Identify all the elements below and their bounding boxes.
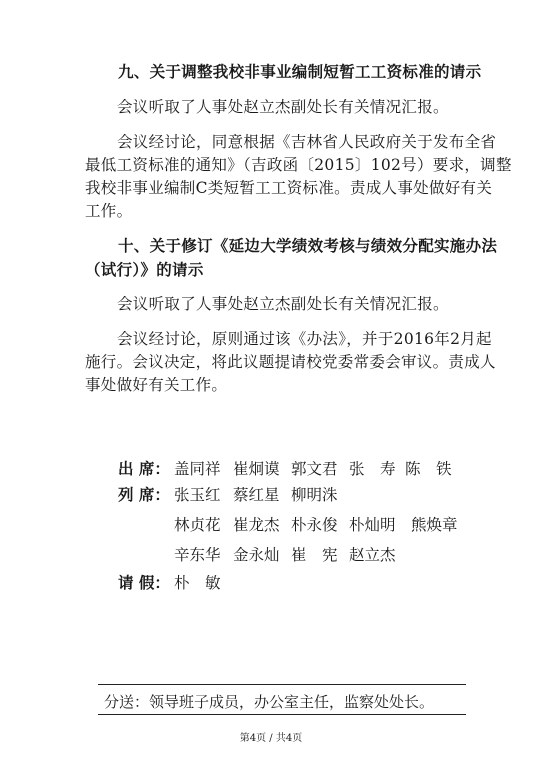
section-10-heading-line-1: 十、关于修订《延边大学绩效考核与绩效分配实施办法 <box>118 236 498 255</box>
attending-name: 朴永俊 <box>291 516 338 534</box>
present-label: 出 席： <box>118 459 170 478</box>
distribution-bottom-rule <box>98 714 466 715</box>
attending-name: 崔龙杰 <box>233 516 280 534</box>
attending-name: 熊焕章 <box>411 516 458 534</box>
attending-name: 蔡红星 <box>233 486 280 504</box>
section-10-paragraph-2-line-3: 事处做好有关工作。 <box>85 376 228 394</box>
attending-name: 柳明洙 <box>291 486 338 504</box>
present-name: 郭文君 <box>291 460 338 478</box>
section-10-paragraph-2-line-2: 施行。会议决定，将此议题提请校党委常委会审议。责成人 <box>85 353 496 371</box>
leave-name: 朴 敏 <box>174 574 221 592</box>
attending-name: 朴灿明 <box>349 516 396 534</box>
section-9-paragraph-1: 会议听取了人事处赵立杰副处长有关情况汇报。 <box>117 98 449 116</box>
attending-name: 崔 宪 <box>291 546 338 564</box>
section-10-paragraph-1: 会议听取了人事处赵立杰副处长有关情况汇报。 <box>117 295 449 313</box>
attending-label: 列 席： <box>118 485 170 504</box>
section-9-paragraph-2-line-2: 最低工资标准的通知》（吉政函〔2015〕102号）要求，调整 <box>85 156 512 174</box>
attending-name: 张玉红 <box>174 486 221 504</box>
page-number: 第4页 / 共4页 <box>239 733 303 744</box>
attending-name: 金永灿 <box>233 546 280 564</box>
attending-name: 赵立杰 <box>349 546 396 564</box>
distribution-top-rule <box>98 684 466 685</box>
attending-name: 辛东华 <box>174 546 221 564</box>
present-name: 崔炯谟 <box>233 460 280 478</box>
distribution-line: 分送：领导班子成员，办公室主任，监察处处长。 <box>104 693 435 711</box>
present-name: 盖同祥 <box>174 460 221 478</box>
leave-label: 请 假： <box>118 573 170 592</box>
present-name: 陈 铁 <box>405 460 452 478</box>
section-9-paragraph-2-line-4: 工作。 <box>85 202 133 220</box>
section-10-heading-line-2: （试行）》的请示 <box>85 260 204 279</box>
section-9-paragraph-2-line-3: 我校非事业编制C类短暂工工资标准。责成人事处做好有关 <box>85 179 493 197</box>
section-9-paragraph-2-line-1: 会议经讨论，同意根据《吉林省人民政府关于发布全省 <box>117 133 497 151</box>
section-9-heading: 九、关于调整我校非事业编制短暂工工资标准的请示 <box>118 62 482 81</box>
section-10-paragraph-2-line-1: 会议经讨论，原则通过该《办法》，并于2016年2月起 <box>117 330 492 348</box>
present-name: 张 寿 <box>349 460 396 478</box>
attending-name: 林贞花 <box>174 516 221 534</box>
